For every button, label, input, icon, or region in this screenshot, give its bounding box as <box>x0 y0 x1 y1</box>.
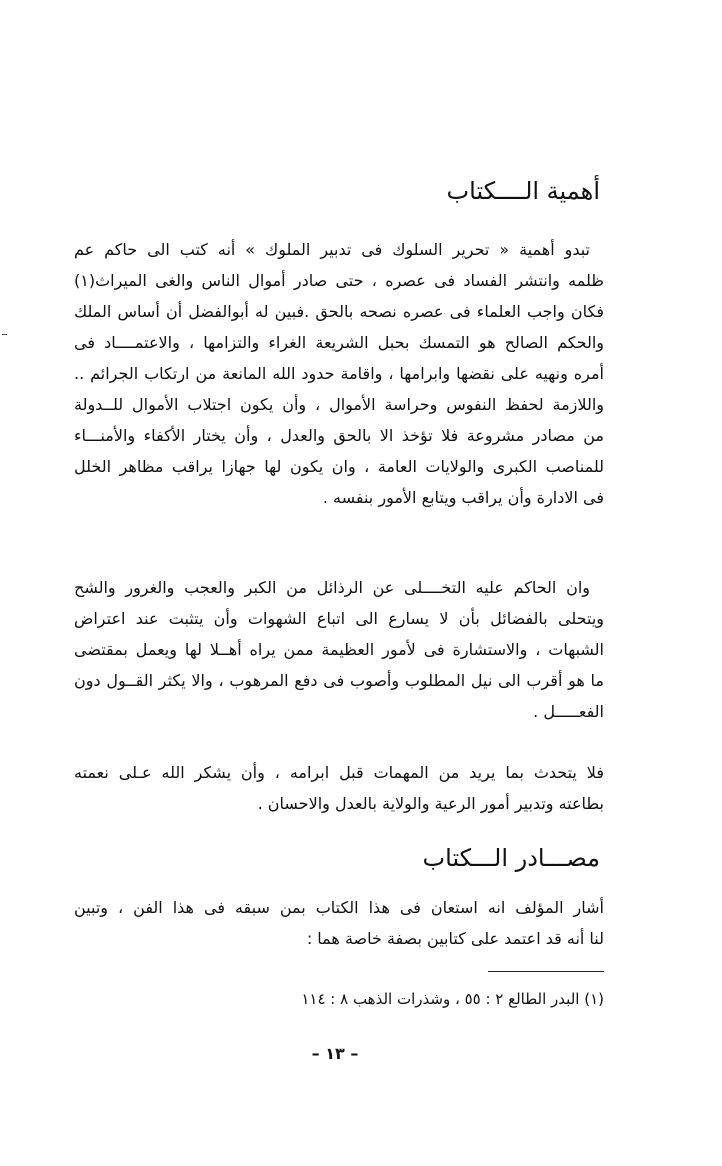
footnote-divider <box>488 971 604 972</box>
page-number: – ١٣ – <box>311 1044 359 1063</box>
text-line: واللازمة لحفظ النفوس وحراسة الأموال ، وأن يكون اجتلاب الأموال للــدولة <box>74 395 604 414</box>
text-line: الفعـــــل . <box>533 702 604 721</box>
text-line: فى الادارة وأن يراقب ويتابع الأمور بنفسه . <box>322 488 604 507</box>
paragraph-ruler-virtues <box>74 572 604 727</box>
text-line: فلا يتحدث بما يريد من المهمات قبل ابرامه ، وأن يشكر الله عـلى نعمته <box>74 763 604 782</box>
text-line: من مصادر مشروعة فلا تؤخذ الا بالحق والعدل ، وأن يختار الأكفاء والأمنـــاء <box>74 426 604 445</box>
text-line: والحكم الصالح هو التمسك بحبل الشريعة الغراء والتزامها ، والاعتمــــاد فى <box>74 333 604 352</box>
text-line: ويتحلى بالفضائل بأن لا يسارع الى اتباع الشهوات وأن يتثبت عند اعتراض <box>74 609 604 628</box>
section-heading-importance: أهمية الــــكتاب <box>446 177 600 205</box>
text-line: أمره ونهيه على نقضها وابرامها ، واقامة حدود الله المانعة من ارتكاب الجرائم .. <box>74 364 604 383</box>
text-line: تبدو أهمية « تحرير السلوك فى تدبير الملوك » أنه كتب الى حاكم عم <box>74 240 590 259</box>
margin-mark <box>2 334 7 335</box>
text-line: وان الحاكم عليه التخــــلى عن الرذائل من الكبر والعجب والغرور والشح <box>74 578 590 597</box>
text-line: الشبهات ، والاستشارة فى لأمور العظيمة ممن يراه أهــلا لها ويعمل بمقتضى <box>74 640 604 659</box>
text-line: ظلمه وانتشر الفساد فى عصره ، حتى صادر أموال الناس والغى الميراث(١) <box>74 271 604 290</box>
paragraph-importance <box>74 234 604 513</box>
section-heading-sources: مصـــادر الـــكتاب <box>422 844 600 872</box>
text-line: للمناصب الكبرى والولايات العامة ، وان يكون لها جهازا يراقب مظاهر الخلل <box>74 457 604 476</box>
text-line: ما هو أقرب الى نيل المطلوب وأصوب فى دفع المرهوب ، والا يكثر القــول دون <box>74 671 604 690</box>
paragraph-sources <box>74 892 604 954</box>
text-line: أشار المؤلف انه استعان فى هذا الكتاب بمن سبقه فى هذا الفن ، وتبين <box>74 898 604 917</box>
text-line: لنا أنه قد اعتمد على كتابين بصفة خاصة هما : <box>306 929 604 948</box>
text-line: بطاعته وتدبير أمور الرعية والولاية بالعدل والاحسان . <box>257 794 604 813</box>
text-line: فكان واجب العلماء فى عصره نصحه بالحق .فبين له أبوالفضل أن أساس الملك <box>74 302 604 321</box>
paragraph-gratitude <box>74 757 604 819</box>
footnote: (١) البدر الطالع ٢ : ٥٥ ، وشذرات الذهب ٨ : ١١٤ <box>301 990 604 1008</box>
